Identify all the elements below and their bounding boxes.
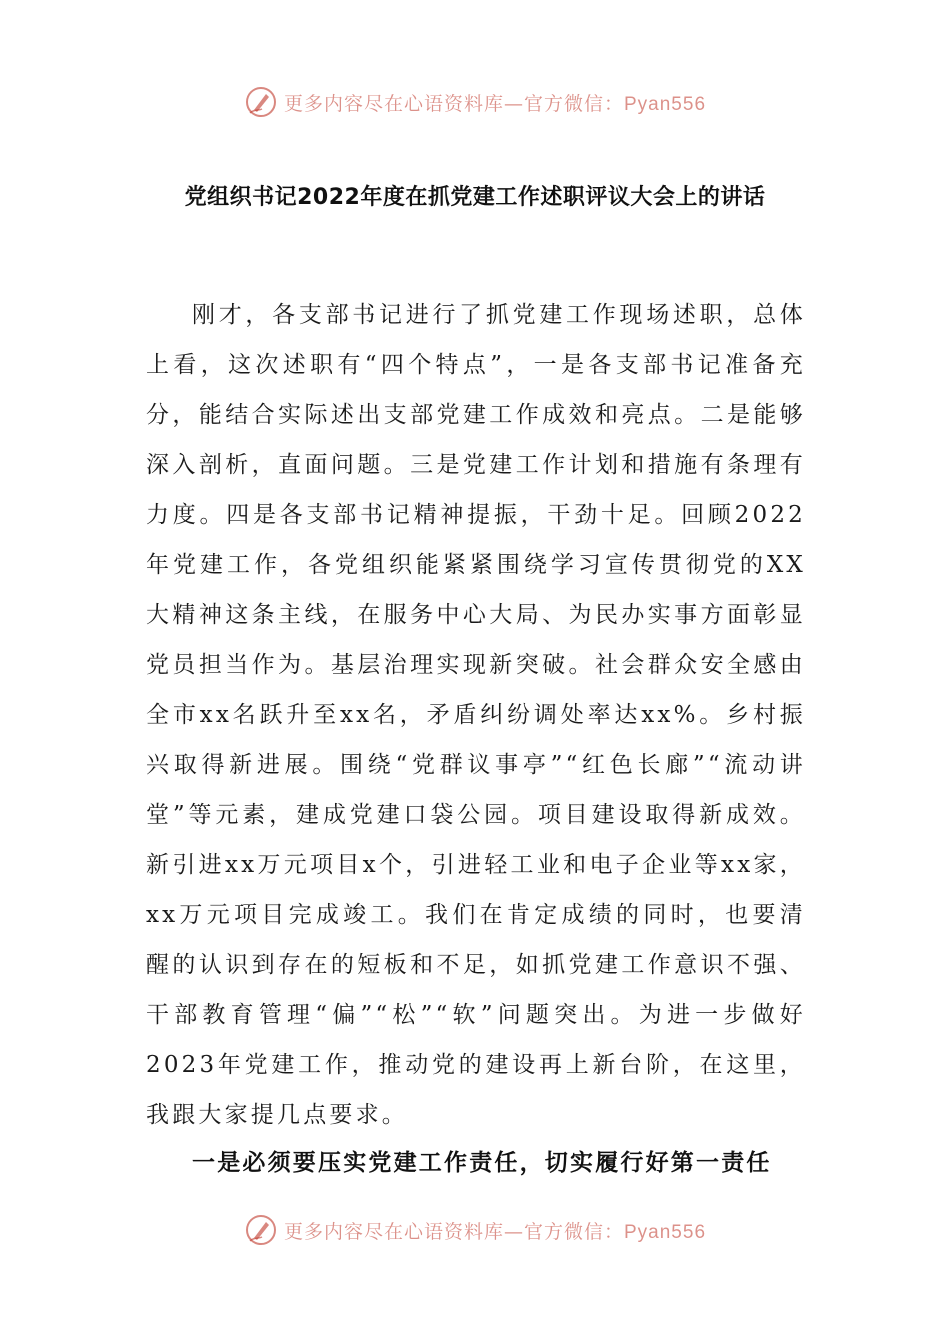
watermark-header bbox=[0, 82, 950, 122]
watermark-wechat-id: Pyan556 bbox=[624, 1221, 707, 1243]
watermark-text: 更多内容尽在心语资料库—官方微信：Pyan556 bbox=[283, 1220, 707, 1243]
body-paragraph: 刚才，各支部书记进行了抓党建工作现场述职，总体上看，这次述职有“四个特点”，一是各支部书记准备充分，能结合实际述出支部党建工作成效和亮点。二是能够深入剖析，直面问题。三是党建工作计划和措施有条理有力度。四是各支部书记精神提振，干劲十足。回顾2022年党建工作，各党组织能紧紧围绕学习宣传贯彻党的XX大精神这条主线，在服务中心大局、为民办实事方面彰显党员担当作为。基层治理实现新突破。社会群众安全感由全市xx名跃升至xx名，矛盾纠纷调处率达xx%。乡村振兴取得新进展。围绕“党群议事亭”“红色长廊”“流动讲堂”等元素，建成党建口袋公园。项目建设取得新成效。新引进xx万元项目x个，引进轻工业和电子企业等xx家，xx万元项目完成竣工。我们在肯定成绩的同时，也要清醒的认识到存在的短板和不足，如抓党建工作意识不强、干部教育管理“偏”“松”“软”问题突出。为进一步做好2023年党建工作，推动党的建设再上新台阶，在这里，我跟大家提几点要求。 bbox=[146, 302, 806, 1128]
watermark-wechat-id: Pyan556 bbox=[624, 93, 707, 115]
section-subheading: 一是必须要压实党建工作责任，切实履行好第一责任 bbox=[192, 1150, 772, 1176]
quill-logo-icon bbox=[244, 1213, 278, 1247]
watermark-footer bbox=[0, 1210, 950, 1250]
watermark-text: 更多内容尽在心语资料库—官方微信：Pyan556 bbox=[283, 92, 707, 115]
document-title: 党组织书记2022年度在抓党建工作述职评议大会上的讲话 bbox=[184, 185, 766, 210]
quill-logo-icon bbox=[244, 85, 278, 119]
